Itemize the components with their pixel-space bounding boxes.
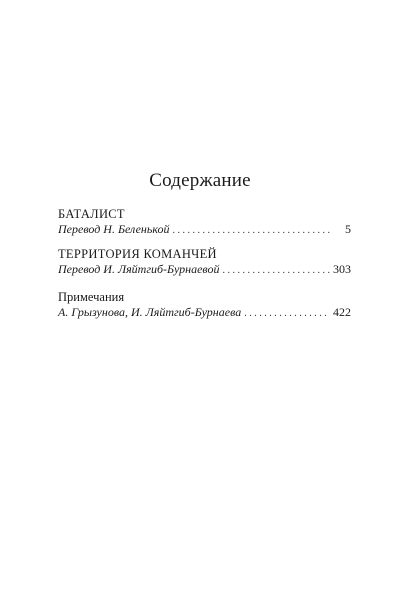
toc-entry-page-number: 303: [333, 262, 351, 276]
dot-leader: [222, 263, 330, 278]
toc-entry-credit: А. Грызунова, И. Ляйтгиб-Бурнаева: [58, 305, 242, 319]
toc-entry-credit: Перевод И. Ляйтгиб-Бурнаевой: [58, 262, 220, 276]
table-of-contents: [58, 207, 351, 321]
toc-entry-notes: [58, 290, 351, 321]
dot-leader: [172, 223, 330, 238]
toc-entry-line: [58, 305, 351, 321]
page-title: Содержание: [149, 170, 251, 191]
toc-entry-page-number: 5: [345, 222, 351, 236]
dot-leader: [244, 306, 330, 321]
toc-entry-heading: Примечания: [58, 290, 125, 304]
toc-entry-line: [58, 262, 351, 278]
toc-entry-comanche-territory: [58, 247, 351, 278]
toc-entry-heading: ТЕРРИТОРИЯ КОМАНЧЕЙ: [58, 247, 217, 261]
toc-entry-page-number: 422: [333, 305, 351, 319]
toc-entry-line: [58, 222, 351, 238]
toc-entry-credit: Перевод Н. Беленькой: [58, 222, 170, 236]
toc-entry-heading: БАТАЛИСТ: [58, 207, 125, 221]
toc-entry-batalist: [58, 207, 351, 238]
